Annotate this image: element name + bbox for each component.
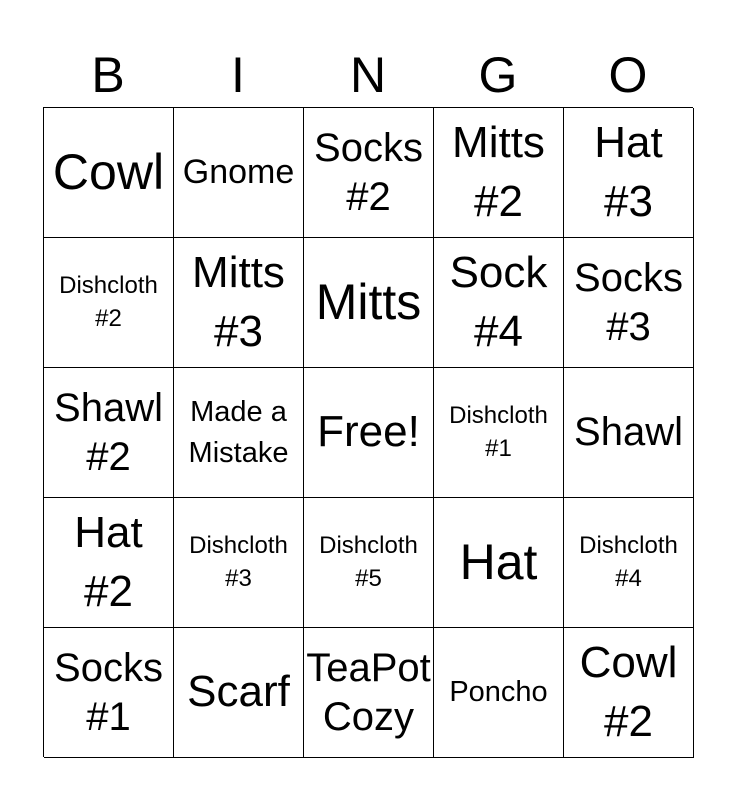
- bingo-cell-r3-c5[interactable]: [564, 368, 694, 498]
- bingo-cell-r3-c3[interactable]: [304, 368, 434, 498]
- bingo-cell-label: Made a Mistake: [188, 395, 289, 469]
- bingo-cell-label: Scarf: [187, 667, 290, 717]
- bingo-cell-label: Hat: [459, 534, 538, 590]
- header-letter-i: I: [231, 47, 245, 103]
- bingo-cell-label: TeaPot Cozy: [306, 645, 431, 739]
- bingo-cell-label: Dishcloth #3: [189, 532, 288, 592]
- bingo-cell-r4-c2[interactable]: [174, 498, 304, 628]
- bingo-cell-r1-c5[interactable]: [564, 108, 694, 238]
- bingo-cell-label: Dishcloth #1: [449, 402, 548, 462]
- bingo-cell-r4-c1[interactable]: [44, 498, 174, 628]
- bingo-cell-r3-c4[interactable]: [434, 368, 564, 498]
- bingo-cell-r2-c2[interactable]: [174, 238, 304, 368]
- bingo-cell-r4-c3[interactable]: [304, 498, 434, 628]
- bingo-cell-r1-c4[interactable]: [434, 108, 564, 238]
- bingo-cell-label: Shawl: [574, 410, 683, 455]
- bingo-cell-r4-c4[interactable]: [434, 498, 564, 628]
- bingo-cell-r2-c5[interactable]: [564, 238, 694, 368]
- bingo-cell-label: Socks #3: [574, 255, 683, 349]
- bingo-cell-label: Hat #2: [74, 508, 143, 616]
- bingo-cell-r2-c4[interactable]: [434, 238, 564, 368]
- bingo-cell-label: Socks #1: [54, 645, 163, 739]
- bingo-cell-r1-c1[interactable]: [44, 108, 174, 238]
- bingo-cell-r5-c2[interactable]: [174, 628, 304, 758]
- bingo-cell-label: Hat #3: [594, 118, 663, 226]
- bingo-cell-label: Dishcloth #4: [579, 532, 678, 592]
- bingo-cell-label: Mitts #2: [452, 118, 545, 226]
- bingo-cell-label: Sock #4: [449, 248, 548, 356]
- bingo-cell-r1-c3[interactable]: [304, 108, 434, 238]
- header-letter-b: B: [91, 47, 125, 103]
- bingo-cell-label: Socks #2: [314, 125, 423, 219]
- bingo-cell-label: Shawl #2: [54, 385, 163, 479]
- bingo-cell-r5-c1[interactable]: [44, 628, 174, 758]
- bingo-cell-r3-c2[interactable]: [174, 368, 304, 498]
- bingo-cell-label: Gnome: [182, 153, 295, 192]
- bingo-cell-label: Cowl: [52, 144, 165, 200]
- bingo-cell-r3-c1[interactable]: [44, 368, 174, 498]
- bingo-cell-r1-c2[interactable]: [174, 108, 304, 238]
- bingo-cell-r5-c5[interactable]: [564, 628, 694, 758]
- bingo-header: [43, 44, 693, 106]
- bingo-cell-label: Poncho: [449, 676, 548, 709]
- bingo-board: [43, 107, 693, 757]
- bingo-cell-r2-c3[interactable]: [304, 238, 434, 368]
- header-letter-g: G: [478, 47, 518, 103]
- bingo-cell-label: Dishcloth #2: [59, 272, 158, 332]
- bingo-cell-r5-c3[interactable]: [304, 628, 434, 758]
- bingo-cell-r4-c5[interactable]: [564, 498, 694, 628]
- bingo-cell-label: Free!: [317, 407, 420, 457]
- bingo-cell-label: Dishcloth #5: [319, 532, 418, 592]
- bingo-cell-label: Mitts: [315, 274, 422, 330]
- header-letter-o: O: [608, 47, 648, 103]
- bingo-cell-r2-c1[interactable]: [44, 238, 174, 368]
- bingo-cell-label: Cowl #2: [579, 638, 678, 746]
- bingo-cell-label: Mitts #3: [192, 248, 285, 356]
- header-letter-n: N: [349, 47, 387, 103]
- bingo-cell-r5-c4[interactable]: [434, 628, 564, 758]
